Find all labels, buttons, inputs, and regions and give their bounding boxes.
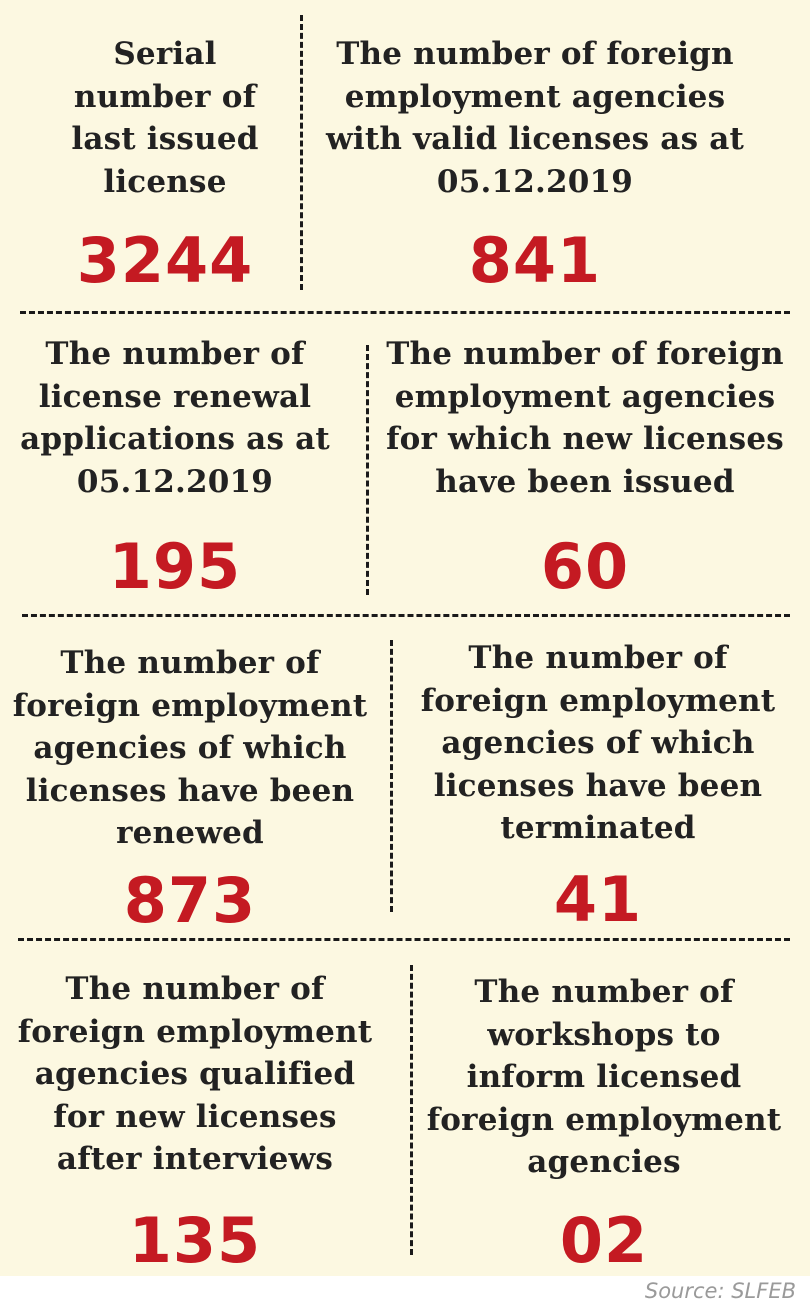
stat-value: 873 [123,864,257,937]
stat-new-licenses-issued [380,333,790,603]
stat-licenses-renewed [12,642,368,937]
stat-licenses-terminated [408,637,788,936]
stat-renewal-applications [10,333,340,603]
stat-label: Serial number of last issued license [71,36,259,200]
stat-label: The number of foreign employment agencies for which new licenses have been issued [386,336,784,500]
stat-value: 841 [468,224,602,297]
stat-label: The number of foreign employment agencies with valid licenses as at 05.12.2019 [325,36,745,200]
stat-label: The number of workshops to inform licensed foreign employment agencies [426,974,782,1180]
column-divider [390,640,393,912]
stat-last-issued-license [15,33,315,297]
column-divider [410,965,413,1255]
column-divider [300,15,303,290]
row-divider [22,614,790,617]
stat-value: 60 [540,530,630,603]
stat-value: 195 [108,530,242,603]
stat-value: 02 [559,1204,649,1277]
stat-qualified-after-interviews [12,968,378,1277]
stat-workshops [425,971,783,1277]
source-credit: Source: SLFEB [644,1279,796,1303]
stat-label: The number of license renewal applications as at 05.12.2019 [20,336,330,500]
stat-label: The number of foreign employment agencies qualified for new licenses after interviews [17,971,373,1177]
row-divider [20,311,790,314]
column-divider [366,345,369,595]
stat-label: The number of foreign employment agencies of which licenses have been terminated [420,640,776,846]
stat-valid-licenses [320,33,750,297]
stat-value: 3244 [76,224,254,297]
stat-value: 135 [128,1204,262,1277]
stat-value: 41 [553,863,643,936]
row-divider [18,938,790,941]
stat-label: The number of foreign employment agencies of which licenses have been renewed [12,645,368,851]
